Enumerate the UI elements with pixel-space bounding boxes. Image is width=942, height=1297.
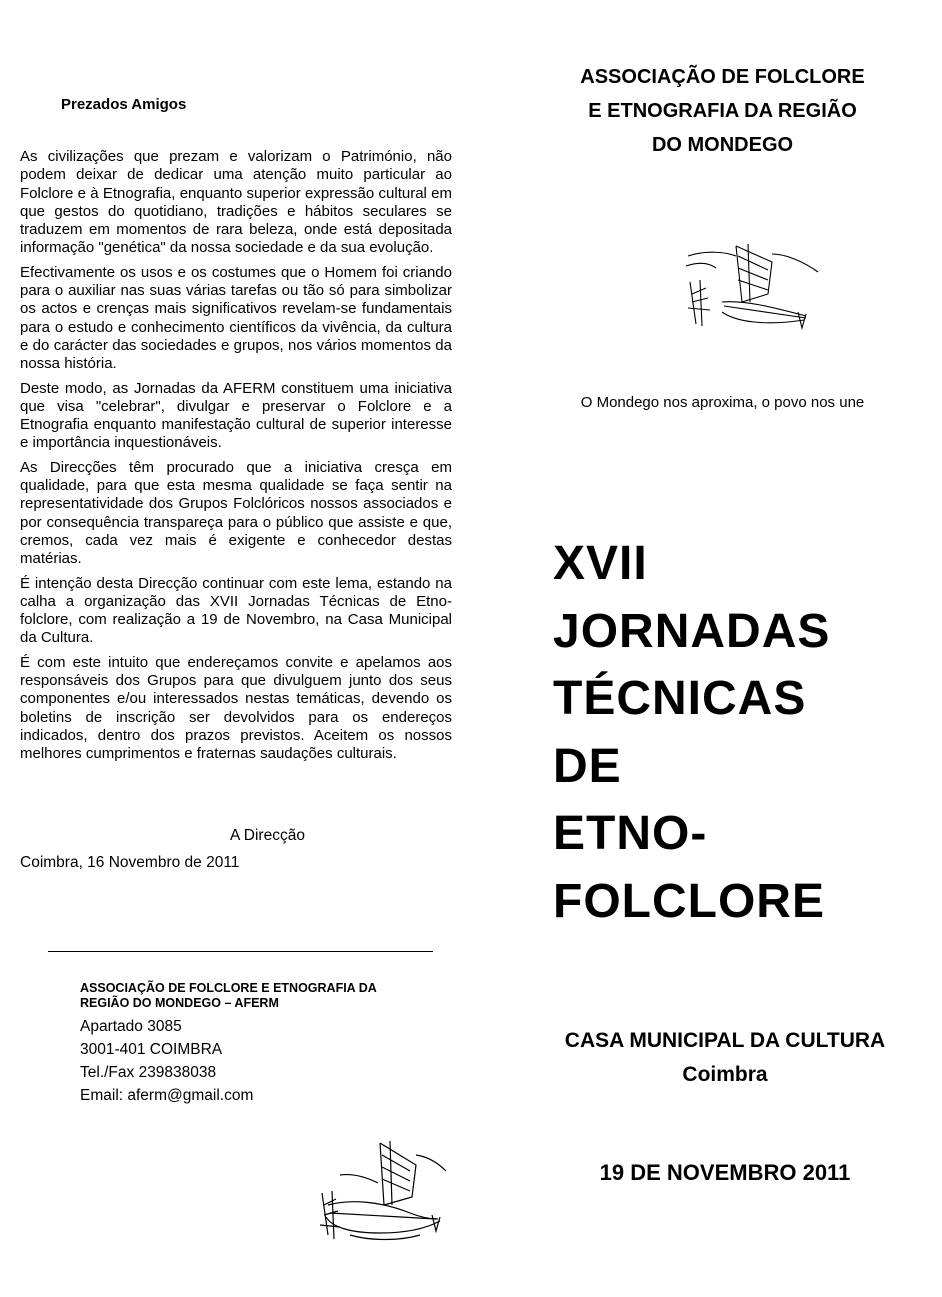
address-phone: Tel./Fax 239838038: [80, 1064, 217, 1081]
address-org-line: REGIÃO DO MONDEGO – AFERM: [80, 996, 279, 1010]
event-title-line: XVII: [553, 537, 648, 590]
event-title-line: TÉCNICAS: [553, 672, 807, 725]
greeting: Prezados Amigos: [61, 96, 187, 113]
address-postal: 3001-401 COIMBRA: [80, 1041, 223, 1058]
event-title-line: DE: [553, 739, 622, 793]
venue-city: Coimbra: [682, 1063, 768, 1086]
letter-paragraph: É intenção desta Direcção continuar com este lema, estando na calha a organização das XVII Jornadas Técnicas de Etno-folclore, com realização a 19 de Novembro, na Casa Municipal da Cultura.: [20, 574, 452, 647]
organization-title-line: DO MONDEGO: [651, 134, 794, 156]
address-email: Email: aferm@gmail.com: [80, 1087, 254, 1104]
address-po-box: Apartado 3085: [80, 1018, 182, 1035]
event-title-line: FOLCLORE: [553, 874, 825, 928]
organization-title-line: E ETNOGRAFIA DA REGIÃO: [588, 100, 857, 122]
address-org-name: [80, 981, 377, 1011]
event-title-line: ETNO-: [553, 807, 708, 860]
motto: O Mondego nos aproxima, o povo nos une: [580, 394, 865, 411]
organization-title-line: ASSOCIAÇÃO DE FOLCLORE: [580, 66, 865, 88]
venue: [545, 1024, 905, 1092]
letter-paragraph: Deste modo, as Jornadas da AFERM constituem uma iniciativa que visa "celebrar", divulgar e preservar o Folclore e a Etnografia enquanto manifestação cultural de superior interesse e importância inquestionáveis.: [20, 379, 452, 452]
letter-paragraph: Efectivamente os usos e os costumes que o Homem foi criando para o auxiliar nas suas várias tarefas ou tão só para simbolizar os actos e crenças mais significativos revelam-se fundamentais para o estudo e conhecimento científicos da vivência, da cultura e do carácter das sociedades e grupos, nos vários momentos da nossa história.: [20, 263, 452, 373]
boat-sketch-icon: [320, 1135, 450, 1245]
venue-name: CASA MUNICIPAL DA CULTURA: [564, 1029, 886, 1052]
letter-body: [20, 148, 452, 770]
letter-paragraph: As Direcções têm procurado que a iniciativa cresça em qualidade, para que esta mesma qualidade se faça sentir na representatividade dos Grupos Folclóricos nossos associados e por consequência transpareça para o público que assiste e que, cremos, cada vez mais é exigente e conhecedor destas matérias.: [20, 458, 452, 568]
signature: A Direcção: [230, 827, 305, 844]
address-block: [80, 1015, 253, 1107]
organization-title: [545, 60, 900, 162]
boat-sketch-icon: [686, 242, 821, 332]
letter-paragraph: As civilizações que prezam e valorizam o Património, não podem deixar de dedicar uma atenção muito particular ao Folclore e à Etnografia, enquanto superior expressão cultural em que gestos do quotidiano, tradições e hábitos seculares se traduzem em momentos de rara beleza, onde está depositada informação "genética" da nossa sociedade e da sua evolução.: [20, 148, 452, 257]
dateline: Coimbra, 16 Novembro de 2011: [20, 854, 240, 871]
letter-paragraph: É com este intuito que endereçamos convite e apelamos aos responsáveis dos Grupos para que divulguem junto dos seus componentes e/ou interessados nestas temáticas, devendo os boletins de inscrição ser devolvidos para os endereços indicados, dentro dos prazos previstos. Aceitem os nossos melhores cumprimentos e fraternas saudações culturais.: [20, 653, 452, 763]
address-org-line: ASSOCIAÇÃO DE FOLCLORE E ETNOGRAFIA DA: [80, 981, 377, 995]
event-date: 19 DE NOVEMBRO 2011: [599, 1160, 851, 1185]
event-title: [553, 530, 830, 935]
divider: [48, 951, 433, 952]
event-title-line: JORNADAS: [553, 604, 831, 658]
